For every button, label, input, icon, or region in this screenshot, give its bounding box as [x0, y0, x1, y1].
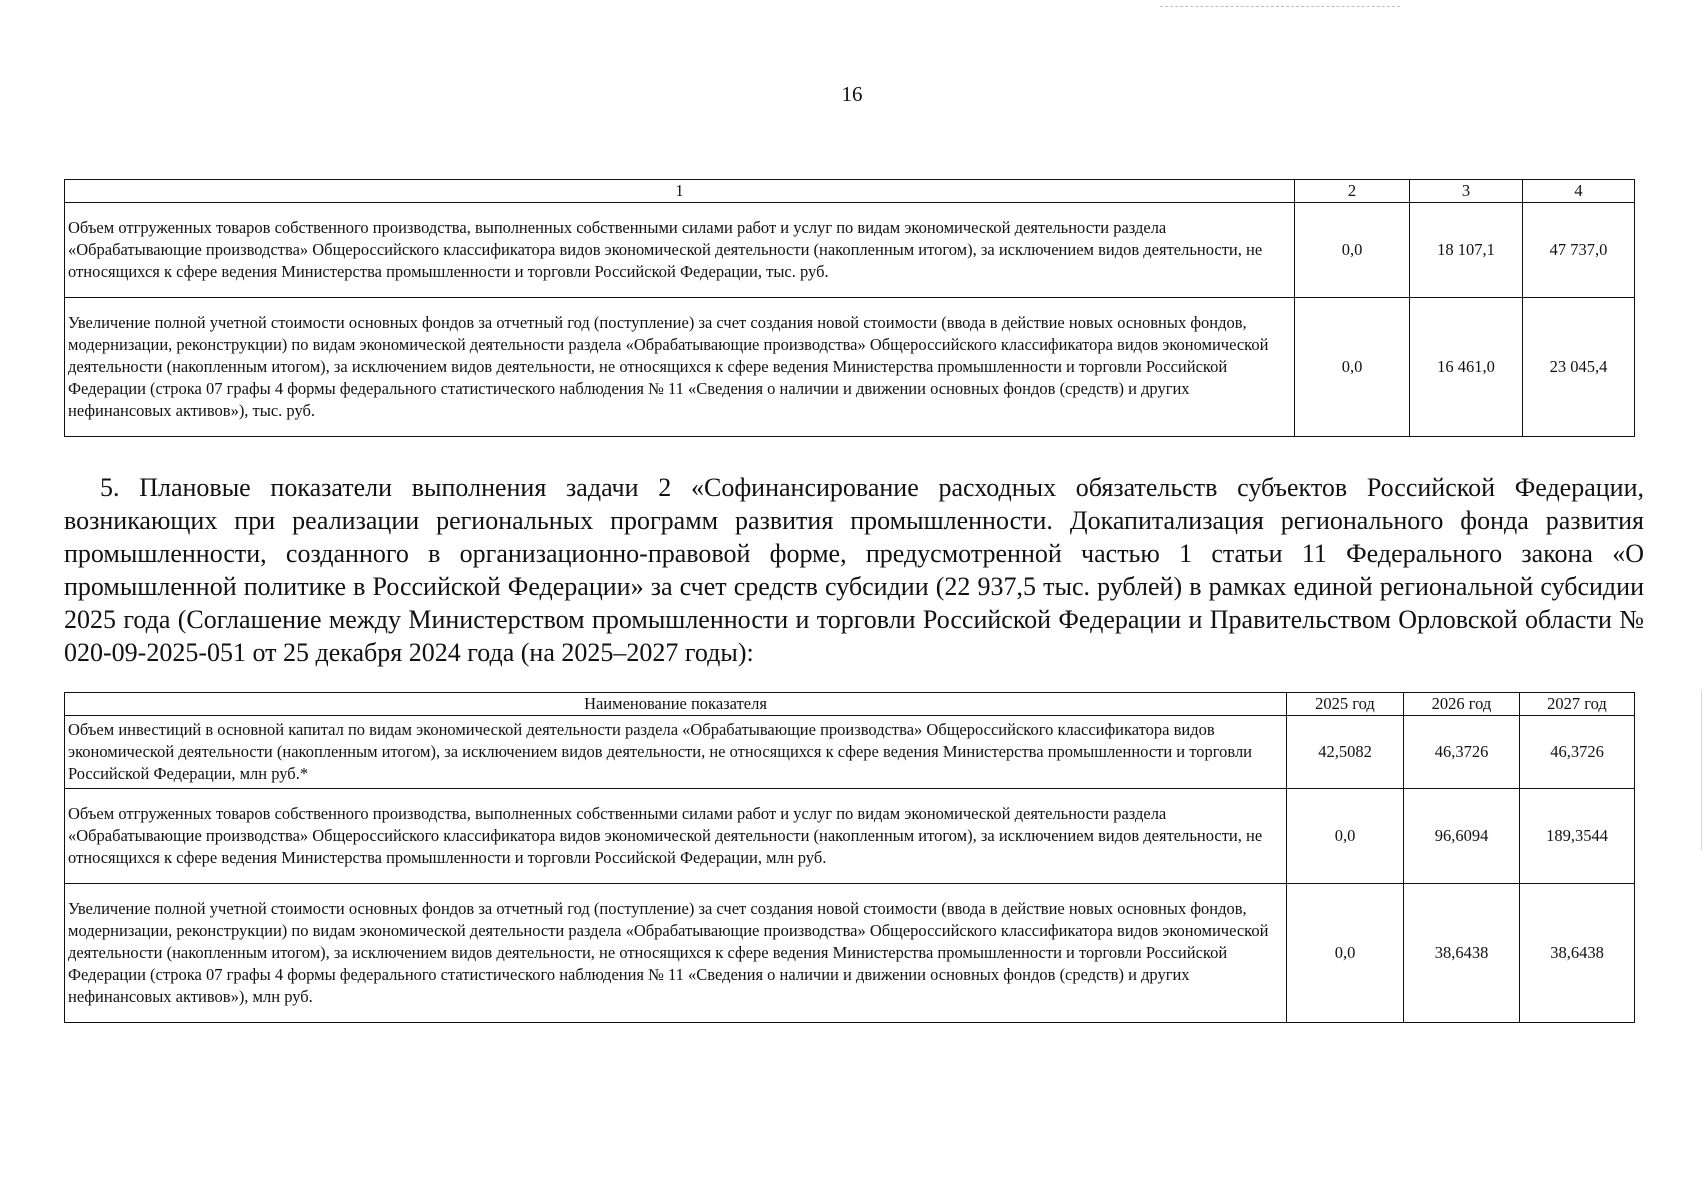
table-row: [65, 203, 1635, 298]
indicator-value: 18 107,1: [1410, 203, 1523, 298]
indicator-name: Объем инвестиций в основной капитал по видам экономической деятельности раздела «Обрабатывающие производства» Общероссийского классификатора видов экономической деятельности (накопленным итогом), за исключением видов деятельности, не относящихся к сфере ведения Министерства промышленности и торговли Российской Федерации, млн руб.*: [65, 716, 1287, 789]
table-header-row: [65, 180, 1635, 203]
column-number-2: 2: [1295, 180, 1410, 203]
scan-artifact: [1160, 6, 1400, 8]
indicator-value: 23 045,4: [1523, 298, 1635, 437]
column-number-3: 3: [1410, 180, 1523, 203]
column-number-1: 1: [65, 180, 1295, 203]
indicator-name: Объем отгруженных товаров собственного производства, выполненных собственными силами работ и услуг по видам экономической деятельности раздела «Обрабатывающие производства» Общероссийского классификатора видов экономической деятельности (накопленным итогом), за исключением видов деятельности, не относящихся к сфере ведения Министерства промышленности и торговли Российской Федерации, млн руб.: [65, 789, 1287, 884]
table-row: [65, 716, 1635, 789]
indicator-value: 47 737,0: [1523, 203, 1635, 298]
indicator-value: 0,0: [1295, 298, 1410, 437]
indicator-value: 46,3726: [1520, 716, 1635, 789]
section-5-paragraph: 5. Плановые показатели выполнения задачи 2 «Софинансирование расходных обязательств субъектов Российской Федерации, возникающих при реализации региональных программ развития промышленности. Докапитализация регионального фонда развития промышленности, созданного в организационно-правовой форме, предусмотренной частью 1 статьи 11 Федерального закона «О промышленной политике в Российской Федерации» за счет средств субсидии (22 937,5 тыс. рублей) в рамках единой региональной субсидии 2025 года (Соглашение между Министерством промышленности и торговли Российской Федерации и Правительством Орловской области № 020-09-2025-051 от 25 декабря 2024 года (на 2025–2027 годы):: [64, 473, 1644, 667]
page-number: 16: [841, 82, 863, 106]
planned-indicators-table: [64, 692, 1635, 1023]
indicator-value: 0,0: [1287, 884, 1404, 1023]
indicator-value: 38,6438: [1404, 884, 1520, 1023]
scan-margin-line: [1701, 690, 1702, 850]
indicator-value: 96,6094: [1404, 789, 1520, 884]
indicator-value: 38,6438: [1520, 884, 1635, 1023]
table-header-row: [65, 693, 1635, 716]
indicator-value: 42,5082: [1287, 716, 1404, 789]
column-header-indicator-name: Наименование показателя: [65, 693, 1287, 716]
column-header-year: 2027 год: [1520, 693, 1635, 716]
indicator-value: 16 461,0: [1410, 298, 1523, 437]
indicator-name: Увеличение полной учетной стоимости основных фондов за отчетный год (поступление) за счет создания новой стоимости (ввода в действие новых основных фондов, модернизации, реконструкции) по видам экономической деятельности раздела «Обрабатывающие производства» Общероссийского классификатора видов экономической деятельности (накопленным итогом), за исключением видов деятельности, не относящихся к сфере ведения Министерства промышленности и торговли Российской Федерации (строка 07 графы 4 формы федерального статистического наблюдения № 11 «Сведения о наличии и движении основных фондов (средств) и других нефинансовых активов»), тыс. руб.: [65, 298, 1295, 437]
indicator-name: Объем отгруженных товаров собственного производства, выполненных собственными силами работ и услуг по видам экономической деятельности раздела «Обрабатывающие производства» Общероссийского классификатора видов экономической деятельности (накопленным итогом), за исключением видов деятельности, не относящихся к сфере ведения Министерства промышленности и торговли Российской Федерации, тыс. руб.: [65, 203, 1295, 298]
indicator-value: 189,3544: [1520, 789, 1635, 884]
column-number-4: 4: [1523, 180, 1635, 203]
indicator-value: 0,0: [1295, 203, 1410, 298]
column-header-year: 2025 год: [1287, 693, 1404, 716]
indicator-value: 46,3726: [1404, 716, 1520, 789]
indicator-name: Увеличение полной учетной стоимости основных фондов за отчетный год (поступление) за счет создания новой стоимости (ввода в действие новых основных фондов, модернизации, реконструкции) по видам экономической деятельности раздела «Обрабатывающие производства» Общероссийского классификатора видов экономической деятельности (накопленным итогом), за исключением видов деятельности, не относящихся к сфере ведения Министерства промышленности и торговли Российской Федерации (строка 07 графы 4 формы федерального статистического наблюдения № 11 «Сведения о наличии и движении основных фондов (средств) и других нефинансовых активов»), млн руб.: [65, 884, 1287, 1023]
table-row: [65, 884, 1635, 1023]
column-header-year: 2026 год: [1404, 693, 1520, 716]
table-row: [65, 789, 1635, 884]
indicator-value: 0,0: [1287, 789, 1404, 884]
indicators-table-continued: [64, 179, 1635, 437]
table-row: [65, 298, 1635, 437]
